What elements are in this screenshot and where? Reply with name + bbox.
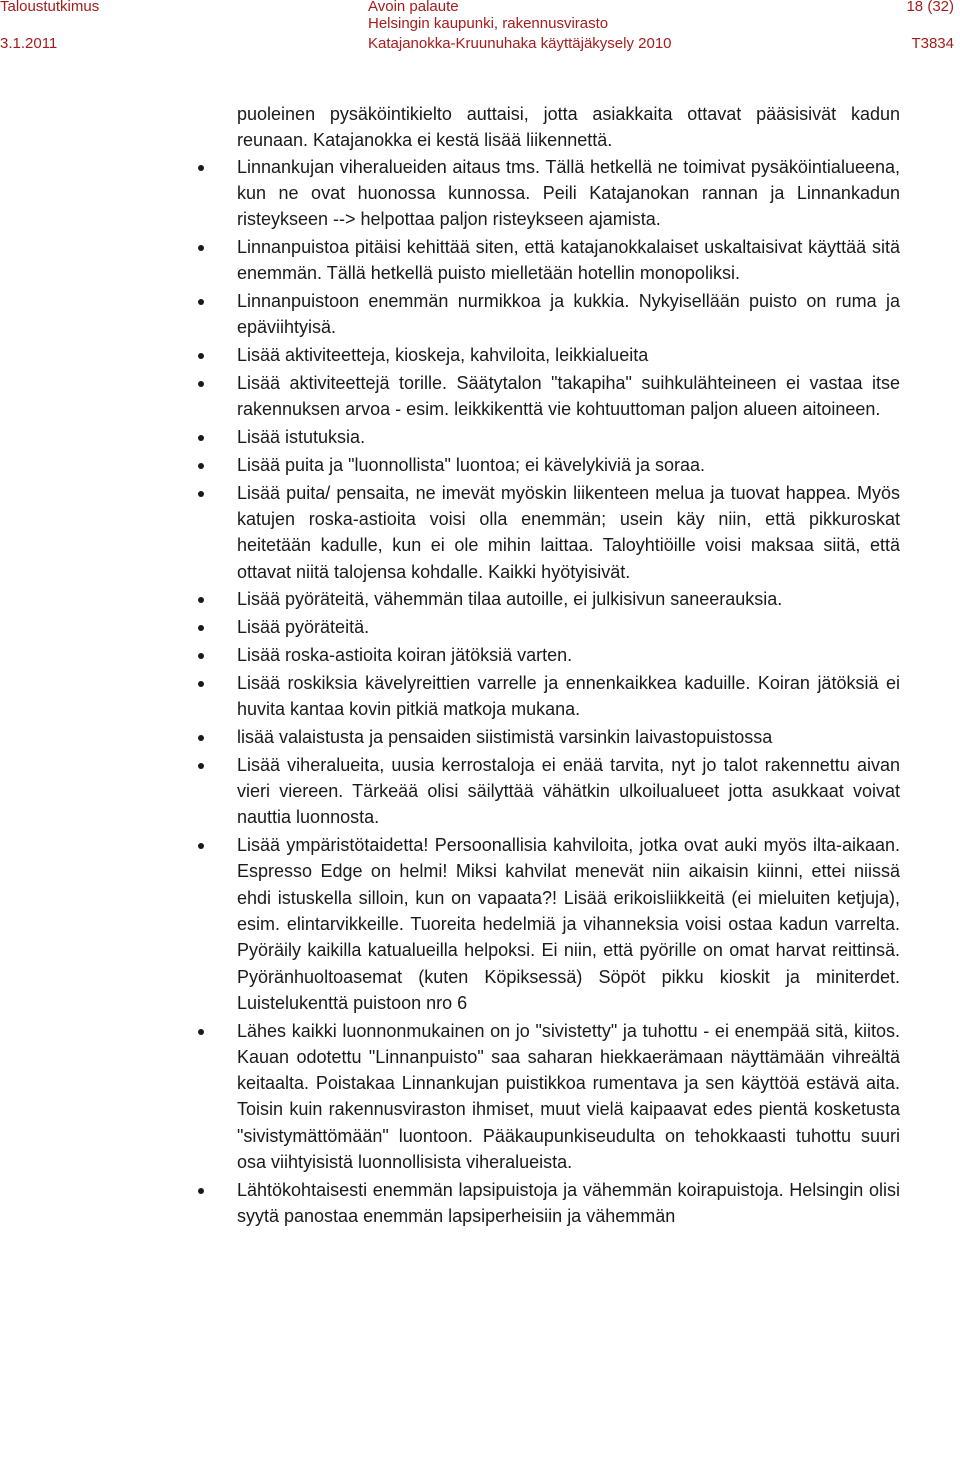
list-item-text: Lisää istutuksia. [237, 427, 366, 448]
list-item [237, 288, 900, 341]
continuation-text: puoleinen pysäköintikielto auttaisi, jotta asiakkaita ottavat pääsisivät kadun reunaan. Katajanokka ei kestä lisää liikennettä. [237, 104, 900, 151]
list-item-text: Lisää puita ja "luonnollista" luontoa; ei kävelykiviä ja soraa. [237, 454, 706, 475]
bullet-icon [198, 165, 204, 171]
bullet-icon [198, 597, 204, 603]
header-client: Helsingin kaupunki, rakennusvirasto [368, 15, 609, 32]
list-item [237, 832, 900, 1016]
header-section: Avoin palaute [368, 0, 459, 15]
list-item [237, 154, 900, 233]
list-item-text: Lisää pyöräteitä. [237, 617, 370, 638]
list-item [237, 670, 900, 723]
list-item [237, 370, 900, 423]
list-item-text: Lisää roska-astioita koiran jätöksiä varten. [237, 644, 573, 665]
list-item-text: Lähes kaikki luonnonmukainen on jo "sivistetty" ja tuhottu - ei enempää sitä, kiitos. Kauan odotettu "Linnanpuisto" saa saharan hiekkaerämaan näyttämään vihreältä keitaalta. Poistakaa Linnankujan puistikkoa rumentava ja sen käyttöä estävä aita. Toisin kuin rakennusviraston ihmiset, muut vielä kaipaavat edes pientä kosketusta "sivistymättömään" luontoon. Pääkaupunkiseudulta on tehokkaasti tuhottu suuri osa viihtyisistä luonnollisista viheralueista. [237, 1020, 900, 1173]
list-item [237, 614, 900, 640]
list-item-text: Linnanpuistoa pitäisi kehittää siten, että katajanokkalaiset uskaltaisivat käyttää sitä enemmän. Tällä hetkellä puisto mielletään hotellin monopoliksi. [237, 236, 900, 284]
bullet-icon [198, 245, 204, 251]
bullet-icon [198, 763, 204, 769]
bullet-icon [198, 1029, 204, 1035]
bullet-icon [198, 653, 204, 659]
bullet-icon [198, 435, 204, 441]
list-item-text: Lisää pyöräteitä, vähemmän tilaa autoille, ei julkisivun saneerauksia. [237, 589, 783, 610]
bullet-icon [198, 681, 204, 687]
list-item-text: Lisää aktiviteetteja, kioskeja, kahviloita, leikkialueita [237, 345, 649, 366]
bullet-icon [198, 299, 204, 305]
page-number: 18 (32) [906, 0, 954, 15]
header-company: Taloustutkimus [0, 0, 100, 15]
list-item [237, 642, 900, 668]
header-survey: Katajanokka-Kruunuhaka käyttäjäkysely 2010 [368, 35, 672, 52]
document-code: T3834 [911, 35, 954, 52]
bullet-icon [198, 1188, 204, 1194]
list-item [237, 724, 900, 750]
list-item [237, 586, 900, 612]
list-item [237, 480, 900, 585]
bullet-icon [198, 463, 204, 469]
header-date: 3.1.2011 [0, 35, 58, 52]
list-item [237, 1177, 900, 1230]
list-item [237, 342, 900, 368]
bullet-icon [198, 381, 204, 387]
document-body [237, 101, 900, 1231]
list-item [237, 752, 900, 831]
bullet-icon [198, 491, 204, 497]
list-item-text: Lisää roskiksia kävelyreittien varrelle ja ennenkaikkea kaduille. Koiran jätöksiä ei huvita kantaa kovin pitkiä matkoja mukana. [237, 672, 900, 720]
list-item-text: Linnankujan viheralueiden aitaus tms. Tällä hetkellä ne toimivat pysäköintialueena, kun ne ovat huonossa kunnossa. Peili Katajanokan rannan ja Linnankadun risteykseen --> helpottaa paljon risteykseen ajamista. [237, 156, 900, 230]
bullet-icon [198, 843, 204, 849]
list-item-text: Linnanpuistoon enemmän nurmikkoa ja kukkia. Nykyisellään puisto on ruma ja epäviihtyisä. [237, 291, 900, 338]
list-item-text: Lisää aktiviteettejä torille. Säätytalon "takapiha" suihkulähteineen ei vastaa itse rakennuksen arvoa - esim. leikkikenttä vie kohtuuttoman paljon alueen aitoineen. [237, 372, 900, 420]
list-item-text: Lisää puita/ pensaita, ne imevät myöskin liikenteen melua ja tuovat happea. Myös katujen roska-astioita voisi olla enemmän; usein käy niin, että pikkuroskat heitetään kadulle, kun ei ole mihin laittaa. Taloyhtiöille voisi maksaa siitä, että ottavat niitä talojensa kohdalle. Kaikki hyötyisivät. [237, 482, 900, 582]
list-item-text: Lisää ympäristötaidetta! Persoonallisia kahviloita, jotka ovat auki myös ilta-aikaan. Espresso Edge on helmi! Miksi kahvilat menevät niin aikaisin kiinni, ettei niissä ehdi istuskella silloin, kun on vapaata?! Lisää erikoisliikkeitä (ei mieluiten ketjuja), esim. elintarvikkeille. Tuoreita hedelmiä ja vihanneksia voisi ostaa kadun varrelta. Pyöräily kaikilla katualueilla helpoksi. Ei niin, että pyörille on omat harvat reittinsä. Pyöränhuoltoasemat (kuten Köpiksessä) Söpöt pikku kioskit ja miniterdet. Luistelukenttä puistoon nro 6 [237, 835, 900, 1013]
list-item [237, 452, 900, 478]
list-item [237, 424, 900, 450]
list-item-text: lisää valaistusta ja pensaiden siistimistä varsinkin laivastopuistossa [237, 726, 773, 747]
page-header [0, 0, 960, 60]
list-item [237, 234, 900, 287]
bullet-icon [198, 735, 204, 741]
list-item [237, 1018, 900, 1176]
bullet-icon [198, 353, 204, 359]
bullet-icon [198, 625, 204, 631]
list-item-text: Lähtökohtaisesti enemmän lapsipuistoja ja vähemmän koirapuistoja. Helsingin olisi syytä panostaa enemmän lapsiperheisiin ja vähemmän [237, 1179, 900, 1227]
list-item-text: Lisää viheralueita, uusia kerrostaloja ei enää tarvita, nyt jo talot rakennettu aivan vieri viereen. Tärkeää olisi säilyttää vähätkin ulkoilualueet jotta asukkaat voivat nauttia luonnosta. [237, 754, 900, 828]
feedback-list [237, 154, 900, 1230]
